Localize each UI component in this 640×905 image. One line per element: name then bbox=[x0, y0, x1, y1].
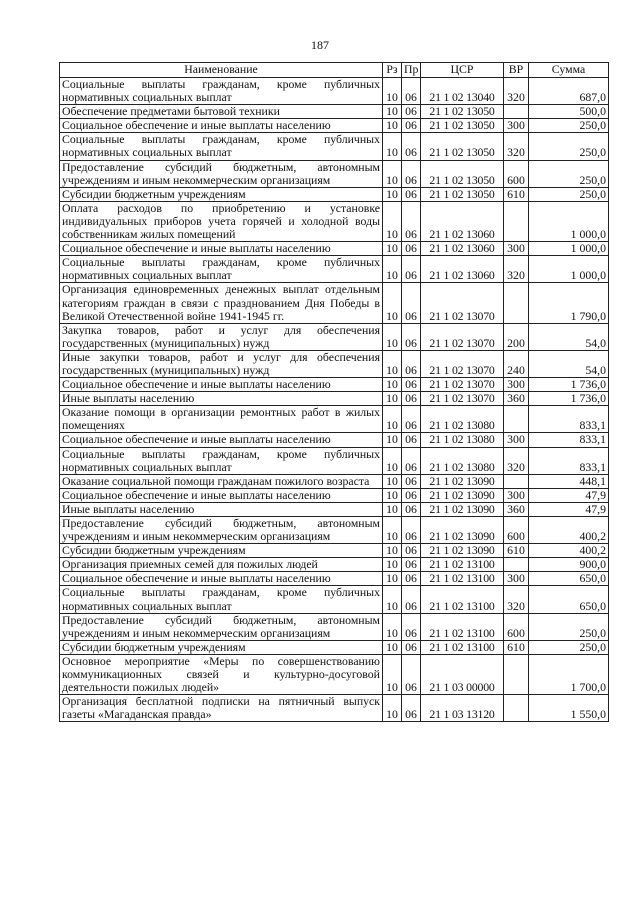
cell-name: Предоставление субсидий бюджетным, автономным учреждениям и иным некоммерческим организациям bbox=[60, 613, 383, 640]
cell-sum: 47,9 bbox=[529, 502, 609, 516]
table-body bbox=[60, 78, 609, 722]
cell-csr: 21 1 02 13100 bbox=[421, 613, 504, 640]
table-row bbox=[60, 133, 609, 160]
cell-pr: 06 bbox=[402, 187, 421, 201]
cell-sum: 250,0 bbox=[529, 133, 609, 160]
table-row bbox=[60, 613, 609, 640]
cell-vr bbox=[504, 654, 529, 694]
cell-name: Иные выплаты населению bbox=[60, 502, 383, 516]
cell-pr: 06 bbox=[402, 323, 421, 350]
cell-pr: 06 bbox=[402, 283, 421, 323]
cell-csr: 21 1 02 13090 bbox=[421, 502, 504, 516]
cell-name: Основное мероприятие «Меры по совершенствованию коммуникационных связей и культурно-досуговой деятельности пожилых людей» bbox=[60, 654, 383, 694]
cell-name: Социальные выплаты гражданам, кроме публичных нормативных социальных выплат bbox=[60, 78, 383, 105]
cell-pr: 06 bbox=[402, 378, 421, 392]
cell-sum: 400,2 bbox=[529, 517, 609, 544]
table-row bbox=[60, 242, 609, 256]
cell-pr: 06 bbox=[402, 488, 421, 502]
cell-vr: 320 bbox=[504, 256, 529, 283]
cell-rz: 10 bbox=[383, 283, 402, 323]
cell-sum: 250,0 bbox=[529, 187, 609, 201]
cell-rz: 10 bbox=[383, 488, 402, 502]
cell-vr: 600 bbox=[504, 613, 529, 640]
cell-sum: 54,0 bbox=[529, 350, 609, 377]
table-row bbox=[60, 488, 609, 502]
cell-sum: 448,1 bbox=[529, 474, 609, 488]
table-row bbox=[60, 323, 609, 350]
cell-sum: 1 700,0 bbox=[529, 654, 609, 694]
cell-csr: 21 1 02 13100 bbox=[421, 572, 504, 586]
cell-sum: 1 736,0 bbox=[529, 392, 609, 406]
cell-name: Субсидии бюджетным учреждениям bbox=[60, 544, 383, 558]
cell-rz: 10 bbox=[383, 654, 402, 694]
cell-name: Социальное обеспечение и иные выплаты населению bbox=[60, 378, 383, 392]
table-row bbox=[60, 433, 609, 447]
budget-table bbox=[59, 62, 609, 722]
cell-vr: 610 bbox=[504, 544, 529, 558]
cell-csr: 21 1 02 13070 bbox=[421, 392, 504, 406]
cell-name: Социальное обеспечение и иные выплаты населению bbox=[60, 572, 383, 586]
cell-vr: 300 bbox=[504, 242, 529, 256]
cell-sum: 650,0 bbox=[529, 586, 609, 613]
cell-vr: 200 bbox=[504, 323, 529, 350]
table-row bbox=[60, 474, 609, 488]
cell-sum: 54,0 bbox=[529, 323, 609, 350]
cell-name: Оказание помощи в организации ремонтных работ в жилых помещениях bbox=[60, 406, 383, 433]
cell-rz: 10 bbox=[383, 406, 402, 433]
cell-sum: 833,1 bbox=[529, 433, 609, 447]
cell-name: Иные закупки товаров, работ и услуг для обеспечения государственных (муниципальных) нужд bbox=[60, 350, 383, 377]
cell-name: Организация единовременных денежных выплат отдельным категориям граждан в связи с празднованием Дня Победы в Великой Отечественной войне 1941-1945 гг. bbox=[60, 283, 383, 323]
cell-pr: 06 bbox=[402, 78, 421, 105]
cell-name: Оплата расходов по приобретению и установке индивидуальных приборов учета горячей и холодной воды собственникам жилых помещений bbox=[60, 201, 383, 241]
cell-rz: 10 bbox=[383, 640, 402, 654]
cell-pr: 06 bbox=[402, 256, 421, 283]
cell-rz: 10 bbox=[383, 119, 402, 133]
cell-rz: 10 bbox=[383, 105, 402, 119]
cell-vr: 300 bbox=[504, 433, 529, 447]
cell-pr: 06 bbox=[402, 406, 421, 433]
cell-vr: 600 bbox=[504, 160, 529, 187]
cell-pr: 06 bbox=[402, 105, 421, 119]
cell-pr: 06 bbox=[402, 119, 421, 133]
cell-csr: 21 1 02 13070 bbox=[421, 323, 504, 350]
cell-pr: 06 bbox=[402, 133, 421, 160]
cell-vr: 240 bbox=[504, 350, 529, 377]
cell-vr: 610 bbox=[504, 187, 529, 201]
cell-vr: 320 bbox=[504, 447, 529, 474]
cell-vr: 300 bbox=[504, 572, 529, 586]
table-row bbox=[60, 406, 609, 433]
cell-rz: 10 bbox=[383, 201, 402, 241]
table-row bbox=[60, 586, 609, 613]
cell-name: Обеспечение предметами бытовой техники bbox=[60, 105, 383, 119]
cell-csr: 21 1 02 13090 bbox=[421, 544, 504, 558]
cell-name: Социальные выплаты гражданам, кроме публичных нормативных социальных выплат bbox=[60, 256, 383, 283]
cell-name: Социальное обеспечение и иные выплаты населению bbox=[60, 242, 383, 256]
table-row bbox=[60, 695, 609, 722]
cell-pr: 06 bbox=[402, 433, 421, 447]
table-row bbox=[60, 119, 609, 133]
table-row bbox=[60, 558, 609, 572]
cell-csr: 21 1 02 13050 bbox=[421, 187, 504, 201]
cell-pr: 06 bbox=[402, 350, 421, 377]
cell-name: Социальное обеспечение и иные выплаты населению bbox=[60, 119, 383, 133]
cell-name: Предоставление субсидий бюджетным, автономным учреждениям и иным некоммерческим организациям bbox=[60, 517, 383, 544]
cell-sum: 400,2 bbox=[529, 544, 609, 558]
cell-vr: 360 bbox=[504, 502, 529, 516]
cell-name: Социальные выплаты гражданам, кроме публичных нормативных социальных выплат bbox=[60, 133, 383, 160]
cell-sum: 1 790,0 bbox=[529, 283, 609, 323]
cell-sum: 250,0 bbox=[529, 640, 609, 654]
cell-sum: 1 000,0 bbox=[529, 256, 609, 283]
cell-vr bbox=[504, 406, 529, 433]
cell-pr: 06 bbox=[402, 517, 421, 544]
cell-vr bbox=[504, 105, 529, 119]
cell-rz: 10 bbox=[383, 160, 402, 187]
cell-rz: 10 bbox=[383, 133, 402, 160]
cell-csr: 21 1 02 13060 bbox=[421, 242, 504, 256]
cell-rz: 10 bbox=[383, 502, 402, 516]
cell-rz: 10 bbox=[383, 378, 402, 392]
cell-sum: 1 736,0 bbox=[529, 378, 609, 392]
cell-csr: 21 1 02 13090 bbox=[421, 488, 504, 502]
cell-sum: 833,1 bbox=[529, 406, 609, 433]
cell-vr bbox=[504, 474, 529, 488]
cell-sum: 650,0 bbox=[529, 572, 609, 586]
cell-vr: 300 bbox=[504, 378, 529, 392]
cell-rz: 10 bbox=[383, 474, 402, 488]
cell-rz: 10 bbox=[383, 392, 402, 406]
table-row bbox=[60, 350, 609, 377]
cell-sum: 1 000,0 bbox=[529, 201, 609, 241]
cell-pr: 06 bbox=[402, 544, 421, 558]
cell-csr: 21 1 03 00000 bbox=[421, 654, 504, 694]
cell-sum: 1 000,0 bbox=[529, 242, 609, 256]
header-csr: ЦСР bbox=[421, 63, 504, 78]
cell-csr: 21 1 02 13100 bbox=[421, 640, 504, 654]
cell-pr: 06 bbox=[402, 160, 421, 187]
cell-rz: 10 bbox=[383, 242, 402, 256]
cell-vr: 320 bbox=[504, 133, 529, 160]
cell-pr: 06 bbox=[402, 654, 421, 694]
cell-csr: 21 1 02 13050 bbox=[421, 105, 504, 119]
cell-csr: 21 1 02 13050 bbox=[421, 119, 504, 133]
cell-pr: 06 bbox=[402, 695, 421, 722]
cell-vr: 320 bbox=[504, 586, 529, 613]
header-rz: Рз bbox=[383, 63, 402, 78]
cell-csr: 21 1 02 13070 bbox=[421, 350, 504, 377]
table-row bbox=[60, 201, 609, 241]
cell-vr: 320 bbox=[504, 78, 529, 105]
cell-rz: 10 bbox=[383, 517, 402, 544]
page-number: 187 bbox=[311, 38, 329, 52]
table-row bbox=[60, 502, 609, 516]
table-row bbox=[60, 640, 609, 654]
table-row bbox=[60, 283, 609, 323]
cell-sum: 1 550,0 bbox=[529, 695, 609, 722]
cell-csr: 21 1 02 13060 bbox=[421, 201, 504, 241]
cell-name: Социальные выплаты гражданам, кроме публичных нормативных социальных выплат bbox=[60, 447, 383, 474]
cell-name: Социальное обеспечение и иные выплаты населению bbox=[60, 433, 383, 447]
header-vr: ВР bbox=[504, 63, 529, 78]
cell-vr: 300 bbox=[504, 119, 529, 133]
cell-rz: 10 bbox=[383, 447, 402, 474]
cell-sum: 687,0 bbox=[529, 78, 609, 105]
cell-name: Организация бесплатной подписки на пятничный выпуск газеты «Магаданская правда» bbox=[60, 695, 383, 722]
table-header-row bbox=[60, 63, 609, 78]
cell-csr: 21 1 02 13080 bbox=[421, 433, 504, 447]
table-row bbox=[60, 160, 609, 187]
cell-sum: 833,1 bbox=[529, 447, 609, 474]
cell-csr: 21 1 02 13040 bbox=[421, 78, 504, 105]
cell-rz: 10 bbox=[383, 572, 402, 586]
table-row bbox=[60, 78, 609, 105]
cell-name: Иные выплаты населению bbox=[60, 392, 383, 406]
cell-rz: 10 bbox=[383, 544, 402, 558]
table-row bbox=[60, 187, 609, 201]
cell-rz: 10 bbox=[383, 695, 402, 722]
cell-sum: 250,0 bbox=[529, 613, 609, 640]
cell-vr bbox=[504, 695, 529, 722]
cell-pr: 06 bbox=[402, 447, 421, 474]
cell-vr: 300 bbox=[504, 488, 529, 502]
cell-name: Социальные выплаты гражданам, кроме публичных нормативных социальных выплат bbox=[60, 586, 383, 613]
cell-rz: 10 bbox=[383, 350, 402, 377]
cell-pr: 06 bbox=[402, 474, 421, 488]
cell-vr: 600 bbox=[504, 517, 529, 544]
cell-csr: 21 1 02 13070 bbox=[421, 378, 504, 392]
cell-rz: 10 bbox=[383, 187, 402, 201]
cell-rz: 10 bbox=[383, 558, 402, 572]
header-pr: Пр bbox=[402, 63, 421, 78]
cell-sum: 250,0 bbox=[529, 119, 609, 133]
cell-rz: 10 bbox=[383, 323, 402, 350]
cell-rz: 10 bbox=[383, 433, 402, 447]
cell-pr: 06 bbox=[402, 640, 421, 654]
table-row bbox=[60, 256, 609, 283]
header-name: Наименование bbox=[60, 63, 383, 78]
cell-sum: 900,0 bbox=[529, 558, 609, 572]
cell-rz: 10 bbox=[383, 586, 402, 613]
cell-pr: 06 bbox=[402, 613, 421, 640]
cell-rz: 10 bbox=[383, 256, 402, 283]
cell-pr: 06 bbox=[402, 558, 421, 572]
cell-csr: 21 1 02 13070 bbox=[421, 283, 504, 323]
cell-csr: 21 1 02 13050 bbox=[421, 133, 504, 160]
cell-csr: 21 1 02 13090 bbox=[421, 474, 504, 488]
table-row bbox=[60, 544, 609, 558]
cell-sum: 250,0 bbox=[529, 160, 609, 187]
cell-csr: 21 1 02 13090 bbox=[421, 517, 504, 544]
cell-vr bbox=[504, 283, 529, 323]
table-row bbox=[60, 378, 609, 392]
cell-name: Закупка товаров, работ и услуг для обеспечения государственных (муниципальных) нужд bbox=[60, 323, 383, 350]
table-row bbox=[60, 392, 609, 406]
cell-name: Оказание социальной помощи гражданам пожилого возраста bbox=[60, 474, 383, 488]
table-row bbox=[60, 447, 609, 474]
cell-vr: 610 bbox=[504, 640, 529, 654]
cell-pr: 06 bbox=[402, 502, 421, 516]
cell-vr bbox=[504, 558, 529, 572]
cell-rz: 10 bbox=[383, 613, 402, 640]
cell-csr: 21 1 02 13100 bbox=[421, 558, 504, 572]
table-row bbox=[60, 572, 609, 586]
cell-csr: 21 1 02 13080 bbox=[421, 406, 504, 433]
cell-pr: 06 bbox=[402, 392, 421, 406]
cell-name: Социальное обеспечение и иные выплаты населению bbox=[60, 488, 383, 502]
cell-csr: 21 1 02 13080 bbox=[421, 447, 504, 474]
cell-pr: 06 bbox=[402, 586, 421, 613]
cell-vr: 360 bbox=[504, 392, 529, 406]
cell-name: Предоставление субсидий бюджетным, автономным учреждениям и иным некоммерческим организациям bbox=[60, 160, 383, 187]
cell-pr: 06 bbox=[402, 201, 421, 241]
cell-pr: 06 bbox=[402, 242, 421, 256]
cell-csr: 21 1 02 13050 bbox=[421, 160, 504, 187]
cell-sum: 47,9 bbox=[529, 488, 609, 502]
header-sum: Сумма bbox=[529, 63, 609, 78]
cell-vr bbox=[504, 201, 529, 241]
cell-csr: 21 1 03 13120 bbox=[421, 695, 504, 722]
cell-sum: 500,0 bbox=[529, 105, 609, 119]
cell-name: Организация приемных семей для пожилых людей bbox=[60, 558, 383, 572]
cell-name: Субсидии бюджетным учреждениям bbox=[60, 640, 383, 654]
table-row bbox=[60, 517, 609, 544]
cell-name: Субсидии бюджетным учреждениям bbox=[60, 187, 383, 201]
table-row bbox=[60, 654, 609, 694]
cell-csr: 21 1 02 13060 bbox=[421, 256, 504, 283]
table-row bbox=[60, 105, 609, 119]
cell-csr: 21 1 02 13100 bbox=[421, 586, 504, 613]
cell-pr: 06 bbox=[402, 572, 421, 586]
cell-rz: 10 bbox=[383, 78, 402, 105]
